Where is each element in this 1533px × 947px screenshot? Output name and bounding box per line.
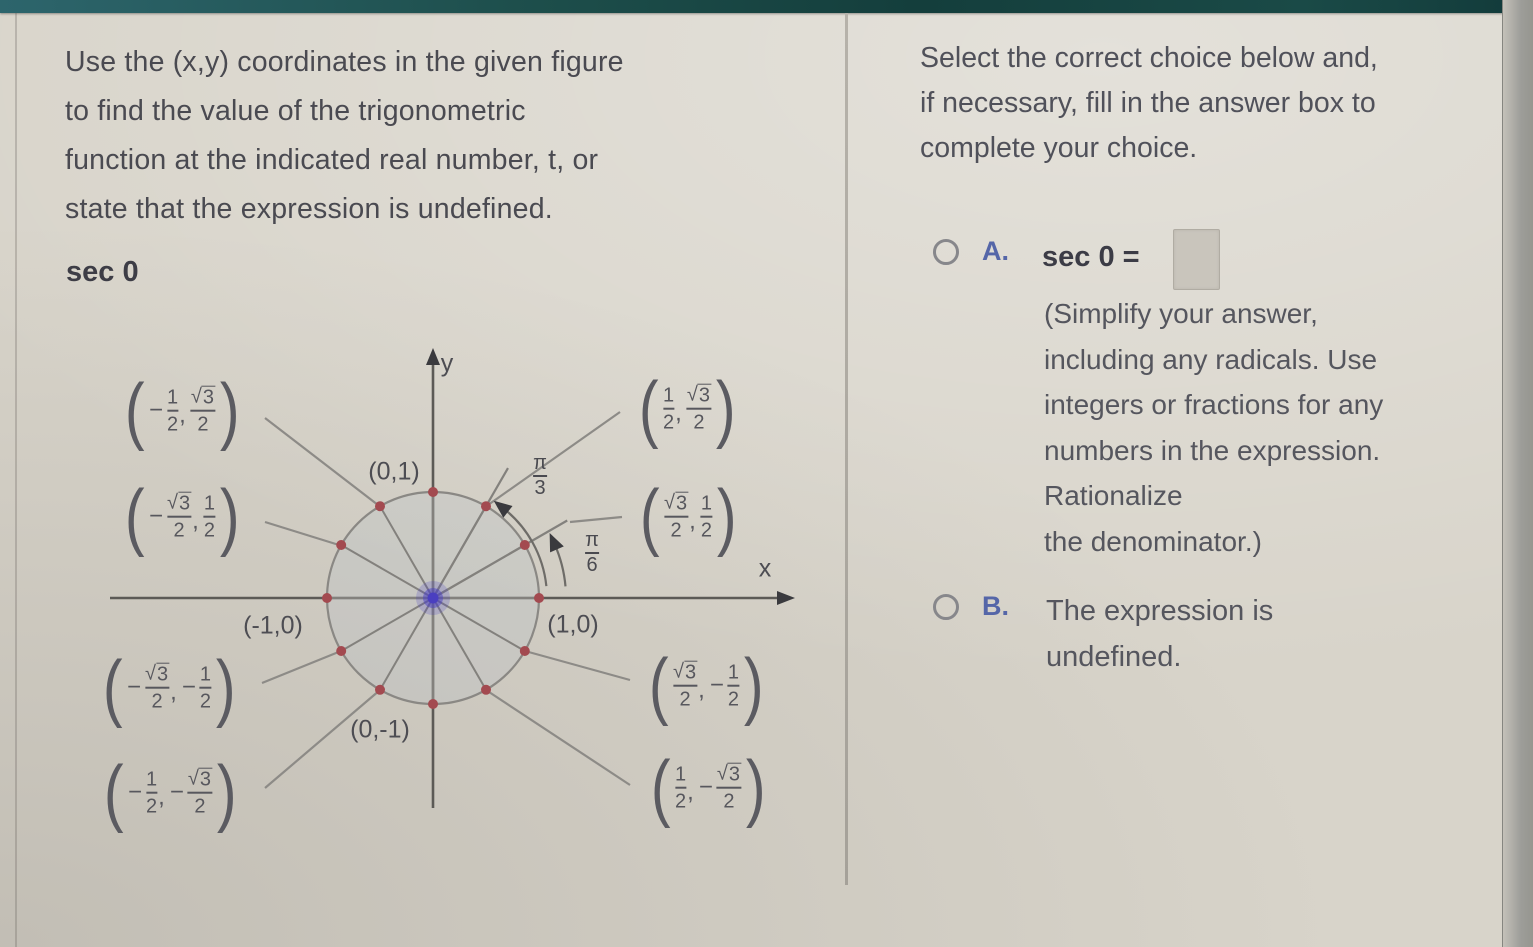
coordinate-label xyxy=(122,474,241,558)
fraction xyxy=(701,493,712,542)
fraction-numerator: 1 xyxy=(727,661,739,684)
radical-icon: √ xyxy=(190,386,202,408)
fraction-numerator xyxy=(191,386,215,409)
text-line: if necessary, fill in the answer box to xyxy=(920,87,1376,119)
comma: , xyxy=(179,402,186,429)
axis-point-label: (0,1) xyxy=(368,457,420,486)
fraction-bar xyxy=(145,687,169,689)
minus-sign: − xyxy=(169,779,184,806)
left-paren: ( xyxy=(650,745,671,829)
answer-input-box[interactable] xyxy=(1173,229,1220,290)
fraction-bar xyxy=(146,792,157,794)
fraction-denominator: 2 xyxy=(700,519,712,542)
angle-fraction-label xyxy=(533,453,547,499)
y-coordinate xyxy=(182,664,211,713)
fraction-bar xyxy=(687,408,711,410)
text-line: Use the (x,y) coordinates in the given figure xyxy=(65,46,624,78)
fraction-numerator: 1 xyxy=(700,492,712,515)
fraction-denominator: 2 xyxy=(151,691,163,713)
fraction-denominator: 2 xyxy=(194,796,206,818)
minus-sign: − xyxy=(149,503,164,530)
fraction-bar xyxy=(188,792,212,794)
text-line: complete your choice. xyxy=(920,132,1198,164)
comma: , xyxy=(170,679,177,706)
fraction-bar xyxy=(167,410,178,412)
fraction-denominator: 6 xyxy=(586,554,598,576)
right-paren: ) xyxy=(215,645,236,729)
minus-sign: − xyxy=(128,779,143,806)
fraction-numerator: 1 xyxy=(167,386,179,409)
fraction xyxy=(664,492,688,542)
radicand: 3 xyxy=(199,769,211,791)
fraction-numerator: 1 xyxy=(199,663,211,686)
fraction xyxy=(146,769,157,818)
choice-a-letter: A. xyxy=(982,236,1009,266)
origin-point xyxy=(428,593,439,604)
angle-arc xyxy=(555,544,566,587)
radio-choice-b[interactable] xyxy=(933,594,959,620)
fraction-denominator: 2 xyxy=(146,795,158,818)
y-coordinate xyxy=(699,763,741,813)
x-coordinate xyxy=(673,661,697,711)
comma: , xyxy=(192,508,199,535)
text-line: numbers in the expression. xyxy=(1044,434,1381,466)
fraction xyxy=(673,661,697,711)
circle-point xyxy=(375,685,385,695)
minus-sign: − xyxy=(127,674,142,701)
text-line: state that the expression is undefined. xyxy=(65,193,553,225)
browser-top-bar xyxy=(0,0,1533,13)
choice-instructions xyxy=(920,36,1510,171)
leader-line xyxy=(570,517,622,522)
radical-icon: √ xyxy=(187,768,199,790)
fraction-denominator: 2 xyxy=(679,689,691,711)
y-coordinate xyxy=(701,493,712,542)
axis-point-label: (1,0) xyxy=(547,610,599,639)
coordinate-label xyxy=(100,645,237,729)
minus-sign: − xyxy=(181,674,196,701)
fraction-numerator xyxy=(664,492,688,515)
coordinate-pair xyxy=(675,763,741,813)
radicand: 3 xyxy=(685,662,697,684)
fraction-numerator xyxy=(687,384,711,407)
y-axis-arrow-icon xyxy=(426,348,440,365)
text-line: Select the correct choice below and, xyxy=(920,42,1378,74)
right-paren: ) xyxy=(745,745,766,829)
coordinate-label xyxy=(646,643,765,727)
coordinate-label xyxy=(648,745,767,829)
coordinate-pair xyxy=(128,768,212,818)
fraction-denominator: 2 xyxy=(173,520,185,542)
left-paren: ( xyxy=(103,750,124,834)
coordinate-label xyxy=(636,366,737,450)
text-line: to find the value of the trigonometric xyxy=(65,95,526,127)
radical-icon: √ xyxy=(664,492,676,514)
expression-sec0: sec 0 xyxy=(66,256,139,288)
radical-icon: √ xyxy=(673,661,685,683)
circle-point xyxy=(336,540,346,550)
y-axis-letter: y xyxy=(440,349,454,378)
x-coordinate xyxy=(127,663,169,713)
circle-point xyxy=(481,685,491,695)
x-coordinate xyxy=(149,492,191,542)
radical-icon: √ xyxy=(167,492,179,514)
coordinate-pair xyxy=(127,663,211,713)
choice-b-text xyxy=(1046,588,1466,680)
fraction xyxy=(728,662,739,711)
fraction-denominator: 2 xyxy=(663,411,675,434)
y-coordinate xyxy=(170,768,212,818)
fraction xyxy=(200,664,211,713)
y-coordinate xyxy=(710,662,739,711)
fraction-denominator: 2 xyxy=(203,519,215,542)
radical-icon: √ xyxy=(716,763,728,785)
circle-point xyxy=(481,501,491,511)
text-line: function at the indicated real number, t, or xyxy=(65,144,599,176)
left-paren: ( xyxy=(639,474,660,558)
coordinate-label xyxy=(122,368,241,452)
coordinate-pair xyxy=(149,492,215,542)
unit-circle-figure xyxy=(65,345,805,875)
fraction xyxy=(191,386,215,436)
x-coordinate xyxy=(149,387,178,436)
fraction-bar xyxy=(663,408,674,410)
right-paren: ) xyxy=(743,643,764,727)
text-line: the denominator.) xyxy=(1044,525,1262,557)
leader-line xyxy=(265,418,378,505)
coordinate-pair xyxy=(664,492,712,542)
leader-line xyxy=(262,651,341,683)
comma: , xyxy=(698,677,705,704)
minus-sign: − xyxy=(709,672,724,699)
text-line: (Simplify your answer, xyxy=(1044,298,1318,329)
circle-point xyxy=(520,646,530,656)
fraction-numerator xyxy=(145,663,169,686)
text-line: integers or fractions for any xyxy=(1044,389,1384,420)
text-line: The expression is xyxy=(1046,595,1274,627)
right-paren: ) xyxy=(715,366,736,450)
axis-point-label: (0,-1) xyxy=(350,715,410,744)
left-paren: ( xyxy=(638,366,659,450)
fraction xyxy=(663,385,674,434)
circle-point xyxy=(428,699,438,709)
fraction-bar xyxy=(717,787,741,789)
fraction-bar xyxy=(664,516,688,518)
circle-point xyxy=(336,646,346,656)
fraction xyxy=(675,764,686,813)
comma: , xyxy=(687,779,694,806)
radical-icon: √ xyxy=(686,384,698,406)
fraction-bar xyxy=(728,685,739,687)
y-coordinate xyxy=(687,384,711,434)
radicand: 3 xyxy=(202,387,214,409)
fraction-numerator: 1 xyxy=(146,768,158,791)
circle-point xyxy=(428,487,438,497)
leader-line xyxy=(486,690,630,785)
circle-point xyxy=(520,540,530,550)
text-line: undefined. xyxy=(1046,641,1182,673)
fraction-numerator: π xyxy=(585,529,599,551)
radicand: 3 xyxy=(179,493,191,515)
fraction-denominator: 2 xyxy=(723,791,735,813)
coordinate-pair xyxy=(149,386,215,436)
right-paren: ) xyxy=(716,474,737,558)
fraction xyxy=(145,663,169,713)
photo-left-edge xyxy=(15,13,17,947)
axis-point-label: (-1,0) xyxy=(243,611,303,640)
fraction-bar xyxy=(167,516,191,518)
leader-line xyxy=(488,412,620,505)
comma: , xyxy=(675,400,682,427)
y-coordinate xyxy=(191,386,215,436)
fraction xyxy=(167,492,191,542)
left-paren: ( xyxy=(124,474,145,558)
leader-line xyxy=(265,522,339,545)
fraction-bar xyxy=(191,410,215,412)
radicand: 3 xyxy=(728,764,740,786)
left-paren: ( xyxy=(648,643,669,727)
coordinate-label xyxy=(637,474,738,558)
x-axis-letter: x xyxy=(758,554,772,583)
fraction-denominator: 2 xyxy=(727,688,739,711)
radicand: 3 xyxy=(157,664,169,686)
fraction-bar xyxy=(673,685,697,687)
fraction-denominator: 2 xyxy=(693,412,705,434)
right-paren: ) xyxy=(216,750,237,834)
radicand: 3 xyxy=(698,385,710,407)
x-coordinate xyxy=(663,385,674,434)
circle-point xyxy=(534,593,544,603)
left-paren: ( xyxy=(102,645,123,729)
fraction-numerator: π xyxy=(533,452,547,474)
right-paren: ) xyxy=(219,368,240,452)
x-axis-arrow-icon xyxy=(777,591,795,605)
leader-line xyxy=(525,651,630,680)
fraction-numerator xyxy=(188,768,212,791)
minus-sign: − xyxy=(698,774,713,801)
comma: , xyxy=(158,784,165,811)
fraction-denominator: 2 xyxy=(675,790,687,813)
fraction-bar xyxy=(701,516,712,518)
fraction-denominator: 2 xyxy=(670,520,682,542)
left-paren: ( xyxy=(124,368,145,452)
minus-sign: − xyxy=(149,397,164,424)
x-coordinate xyxy=(675,764,686,813)
y-coordinate xyxy=(204,493,215,542)
fraction-numerator: 1 xyxy=(663,384,675,407)
fraction-bar xyxy=(204,516,215,518)
circle-point xyxy=(375,501,385,511)
angle-fraction-label xyxy=(585,530,599,576)
choice-a-equation: sec 0 = xyxy=(1042,241,1140,273)
coordinate-pair xyxy=(663,384,711,434)
fraction-numerator: 1 xyxy=(675,763,687,786)
fraction-bar xyxy=(200,687,211,689)
problem-prompt xyxy=(65,38,785,234)
fraction-numerator xyxy=(167,492,191,515)
fraction-numerator: 1 xyxy=(203,492,215,515)
fraction-bar xyxy=(675,787,686,789)
fraction-numerator xyxy=(673,661,697,684)
radio-choice-a[interactable] xyxy=(933,239,959,265)
comma: , xyxy=(689,508,696,535)
circle-point xyxy=(322,593,332,603)
coordinate-label xyxy=(101,750,238,834)
fraction xyxy=(687,384,711,434)
fraction xyxy=(188,768,212,818)
coordinate-pair xyxy=(673,661,739,711)
panel-divider xyxy=(845,13,848,885)
x-coordinate xyxy=(664,492,688,542)
fraction-denominator: 2 xyxy=(199,690,211,713)
text-line: Rationalize xyxy=(1044,480,1183,511)
fraction xyxy=(717,763,741,813)
radicand: 3 xyxy=(676,493,688,515)
choice-b-letter: B. xyxy=(982,591,1009,621)
fraction xyxy=(167,387,178,436)
fraction-denominator: 3 xyxy=(534,477,546,499)
right-paren: ) xyxy=(219,474,240,558)
x-coordinate xyxy=(128,769,157,818)
fraction-numerator xyxy=(717,763,741,786)
fraction-denominator: 2 xyxy=(167,413,179,436)
fraction xyxy=(204,493,215,542)
radical-icon: √ xyxy=(145,663,157,685)
choice-a-note xyxy=(1044,291,1514,564)
text-line: including any radicals. Use xyxy=(1044,343,1378,375)
fraction-denominator: 2 xyxy=(197,414,209,436)
